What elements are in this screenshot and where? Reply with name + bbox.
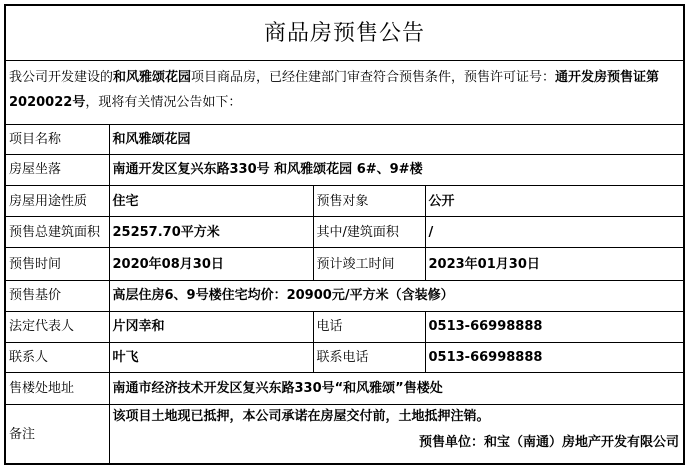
intro-project-name: 和风雅颂花园 [113,70,192,86]
location-value: 南通开发区复兴东路330号 和风雅颂花园 6#、9#楼 [109,154,684,185]
presale-date-value: 2020年08月30日 [109,248,313,280]
legal-rep-label: 法定代表人 [5,311,109,342]
presale-notice-table [4,4,685,465]
total-area-label: 预售总建筑面积 [5,217,109,248]
contact-person-value: 叶飞 [109,342,313,372]
contact-person-label: 联系人 [5,342,109,372]
location-label: 房屋坐落 [5,154,109,185]
sub-area-value: / [425,217,684,248]
base-price-label: 预售基价 [5,280,109,311]
completion-date-label: 预计竣工时间 [313,248,425,280]
intro-text-2: 项目商品房，已经住建部门审查符合预售条件，预售许可证号： [191,70,556,86]
remarks-label: 备注 [5,405,109,464]
contact-phone-label: 联系电话 [313,342,425,372]
sales-office-value: 南通市经济技术开发区复兴东路330号“和风雅颂”售楼处 [109,373,684,405]
sub-area-label: 其中/建筑面积 [313,217,425,248]
intro-text-3: ，现将有关情况公告如下： [85,95,242,111]
total-area-value: 25257.70平方米 [109,217,313,248]
intro-text-1: 我公司开发建设的 [9,70,114,86]
presale-date-label: 预售时间 [5,248,109,280]
legal-rep-value: 片冈幸和 [109,311,313,342]
phone-value: 0513-66998888 [425,311,684,342]
phone-label: 电话 [313,311,425,342]
sales-office-label: 售楼处地址 [5,373,109,405]
contact-phone-value: 0513-66998888 [425,342,684,372]
intro-paragraph [5,61,684,124]
base-price-value: 高层住房6、9号楼住宅均价：20900元/平方米（含装修） [109,280,684,311]
project-name-value: 和风雅颂花园 [109,124,684,154]
presale-unit-signature: 预售单位：和宝（南通）房地产开发有限公司 [419,435,680,451]
presale-target-label: 预售对象 [313,186,425,217]
presale-target-value: 公开 [425,186,684,217]
usage-value: 住宅 [109,186,313,217]
intro-permit-number: 通开发房预售证第2020022号 [9,70,660,111]
notice-title: 商品房预售公告 [5,5,684,61]
usage-label: 房屋用途性质 [5,186,109,217]
remarks-value: 该项目土地现已抵押，本公司承诺在房屋交付前，土地抵押注销。 [112,409,490,425]
completion-date-value: 2023年01月30日 [425,248,684,280]
remarks-cell [109,405,684,464]
project-name-label: 项目名称 [5,124,109,154]
